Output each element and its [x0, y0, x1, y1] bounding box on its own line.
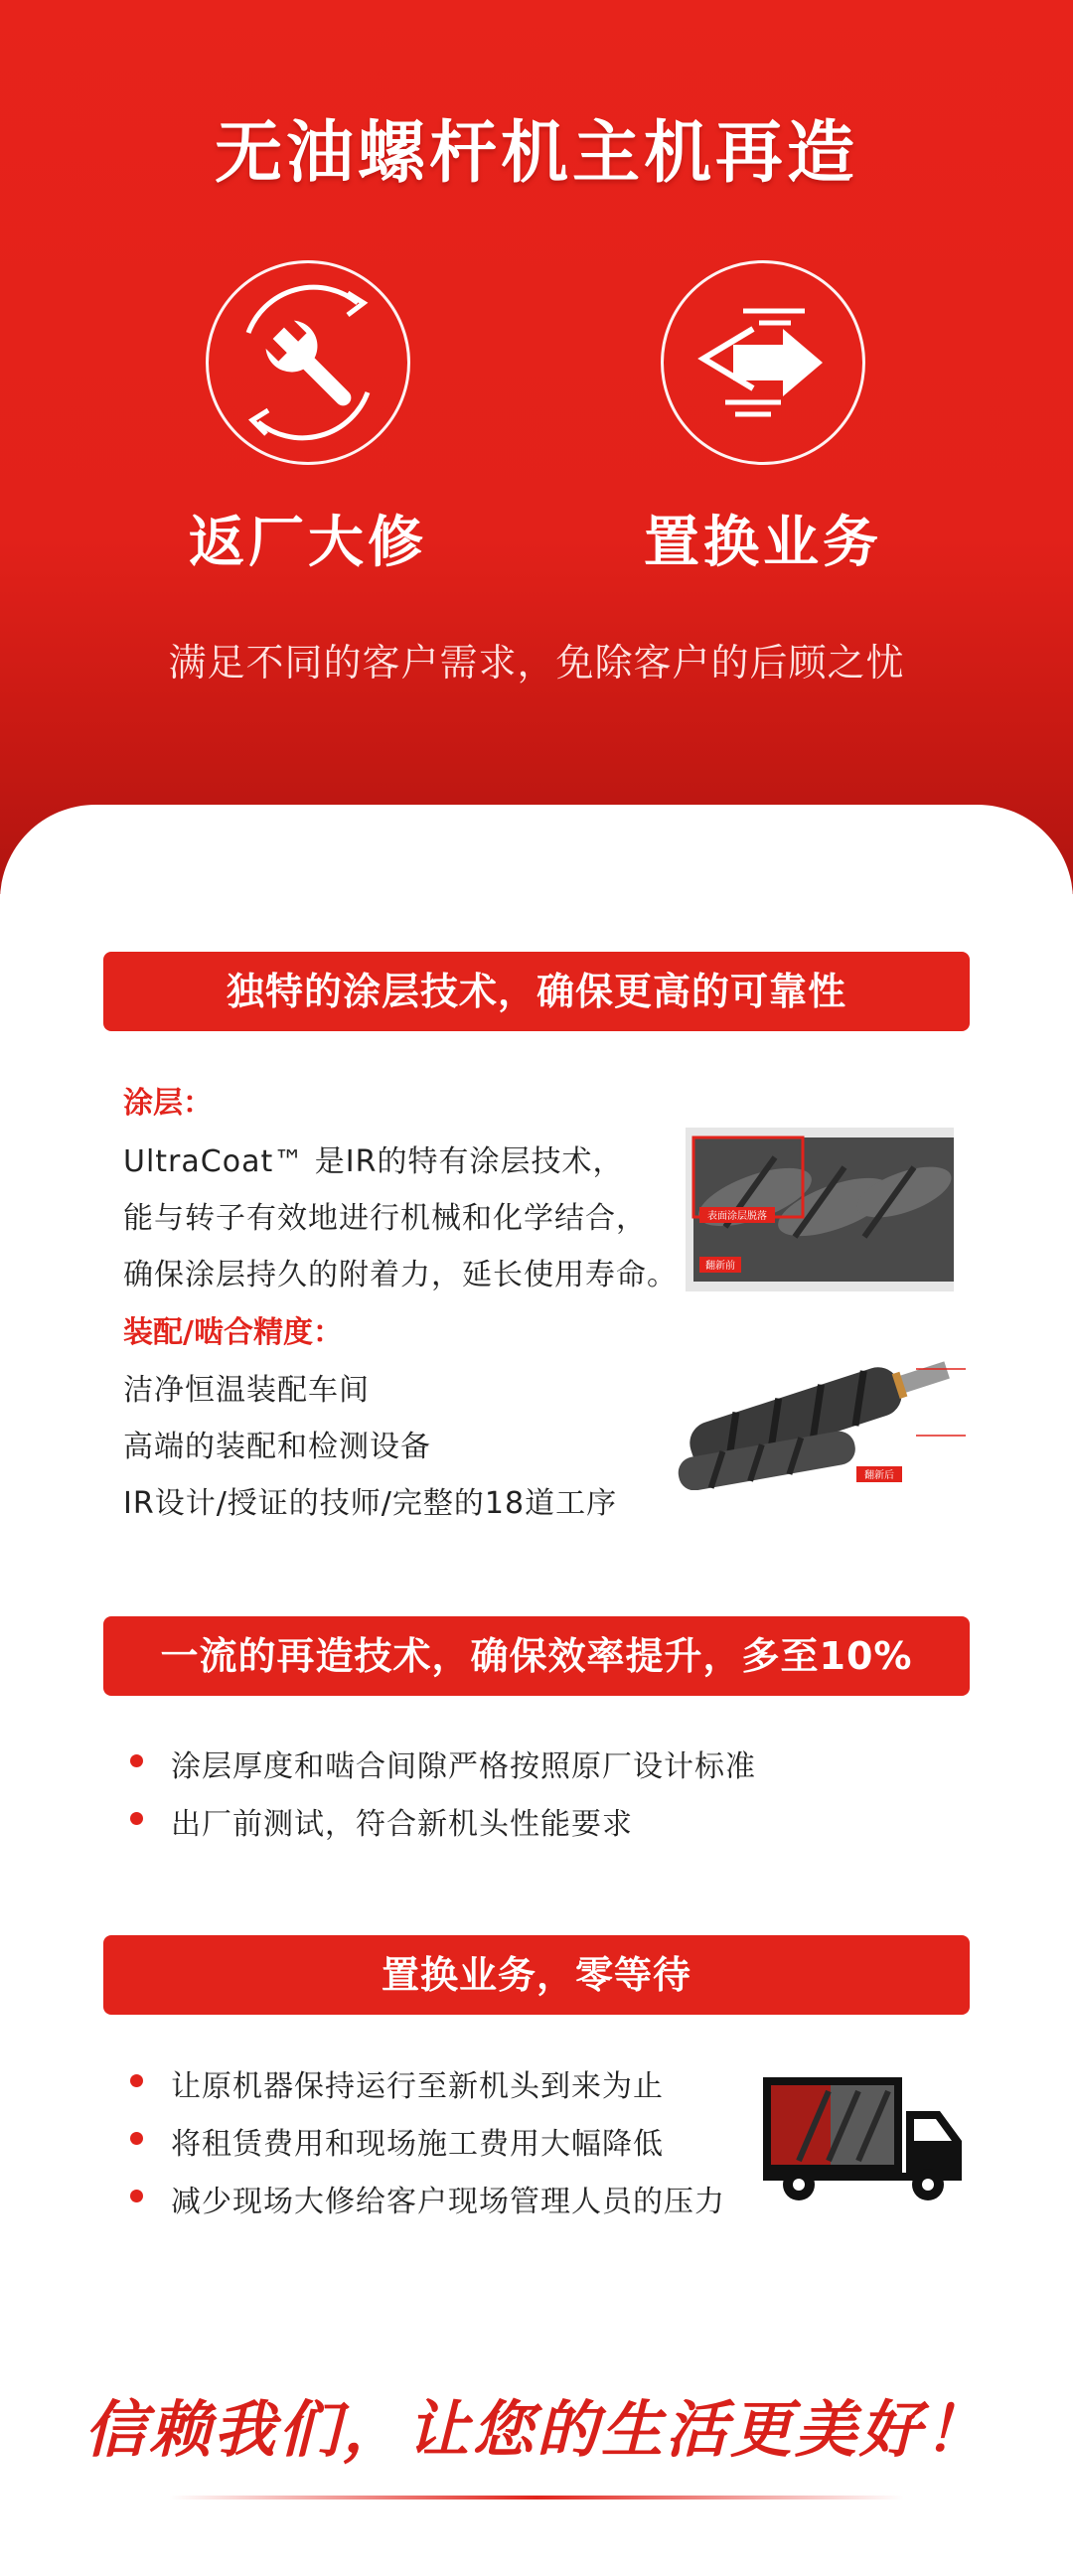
- list-item: 涂层厚度和啮合间隙严格按照原厂设计标准: [135, 1742, 756, 1785]
- coating-line: 能与转子有效地进行机械和化学结合，: [123, 1201, 647, 1236]
- photo-tag-before: 翻新前: [705, 1261, 735, 1272]
- hero-subtitle: 满足不同的客户需求，免除客户的后顾之忧: [168, 641, 905, 684]
- rotor-before-photo: [686, 1128, 954, 1291]
- photo-tag-after: 翻新后: [864, 1470, 894, 1481]
- rotor-after-photo: [668, 1341, 966, 1490]
- section-efficiency-banner: 一流的再造技术，确保效率提升，多至10%: [103, 1616, 970, 1696]
- page-title: 无油螺杆机主机再造: [214, 114, 858, 193]
- service-repair-label: 返厂大修: [189, 511, 427, 575]
- wrench-cycle-icon: [206, 260, 410, 465]
- coating-line: 确保涂层持久的附着力，延长使用寿命。: [123, 1258, 678, 1292]
- section-coating-banner: 独特的涂层技术，确保更高的可靠性: [103, 952, 970, 1031]
- list-item: 减少现场大修给客户现场管理人员的压力: [135, 2177, 725, 2220]
- service-exchange: [634, 260, 892, 578]
- coating-line: UltraCoat™ 是IR的特有涂层技术，: [123, 1144, 624, 1179]
- slogan-underline: [169, 2496, 904, 2500]
- assembly-line: 高端的装配和检测设备: [123, 1430, 431, 1464]
- list-item: 出厂前测试，符合新机头性能要求: [135, 1799, 633, 1843]
- exchange-arrow-icon: [661, 260, 865, 465]
- service-exchange-label: 置换业务: [644, 511, 882, 575]
- assembly-line: 洁净恒温装配车间: [123, 1373, 370, 1408]
- assembly-line: IR设计/授证的技师/完整的18道工序: [123, 1486, 618, 1521]
- service-repair: [179, 260, 437, 578]
- photo-tag-coating: 表面涂层脱落: [707, 1211, 767, 1222]
- truck-icon: [759, 2071, 968, 2202]
- section-exchange-banner: 置换业务，零等待: [103, 1935, 970, 2015]
- slogan: 信赖我们，让您的生活更美好！: [83, 2393, 989, 2466]
- coating-heading: 涂层：: [123, 1086, 213, 1121]
- list-item: 将租赁费用和现场施工费用大幅降低: [135, 2119, 664, 2163]
- assembly-heading: 装配/啮合精度：: [123, 1315, 343, 1350]
- list-item: 让原机器保持运行至新机头到来为止: [135, 2061, 664, 2105]
